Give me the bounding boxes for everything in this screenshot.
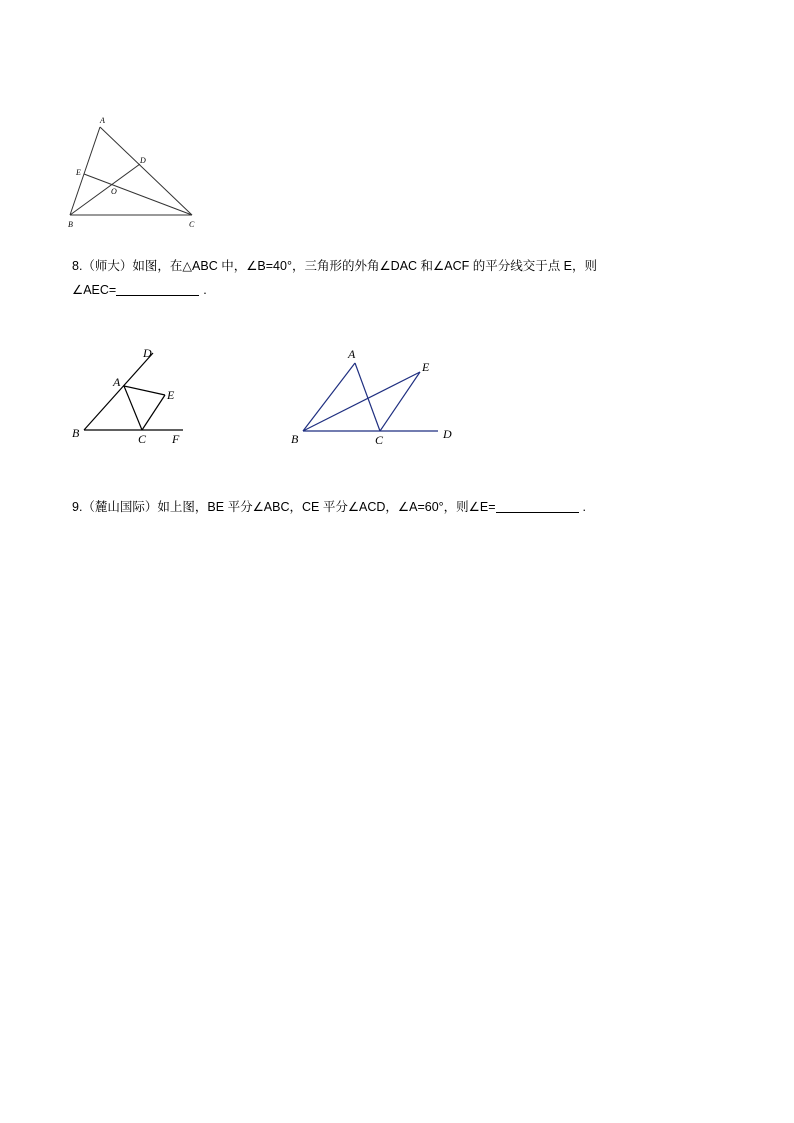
- label-e: E: [76, 168, 81, 177]
- question-8-line-1: 8.（师大）如图，在△ABC 中，∠B=40°，三角形的外角∠DAC 和∠ACF 的平分线交于点 E，则: [72, 259, 598, 273]
- label-o: O: [111, 187, 117, 196]
- label-c: C: [189, 220, 195, 229]
- label-d: D: [443, 427, 452, 441]
- label-f: F: [172, 432, 180, 446]
- label-b: B: [291, 432, 299, 446]
- label-e: E: [422, 360, 430, 374]
- label-c: C: [138, 432, 147, 446]
- question-8-suffix: .: [203, 283, 207, 297]
- label-e: E: [167, 388, 175, 402]
- label-a: A: [348, 347, 356, 361]
- question-9-prefix: 9.（麓山国际）如上图，BE 平分∠ABC，CE 平分∠ACD，∠A=60°，则∠E=: [72, 500, 496, 514]
- answer-blank-9[interactable]: [496, 498, 579, 513]
- figure-triangle-cevians: [60, 110, 210, 235]
- figure-exterior-bisectors: [65, 340, 195, 450]
- label-d: D: [140, 156, 146, 165]
- label-b: B: [68, 220, 73, 229]
- question-8-prefix: ∠AEC=: [72, 283, 117, 297]
- answer-blank-8[interactable]: [116, 281, 199, 296]
- question-9-suffix: .: [582, 500, 586, 514]
- figure-angle-bisectors: [285, 345, 460, 450]
- label-a: A: [113, 375, 121, 389]
- label-c: C: [375, 433, 384, 447]
- label-b: B: [72, 426, 80, 440]
- label-a: A: [100, 116, 105, 125]
- question-8-line-2: [72, 278, 207, 302]
- question-9: [72, 495, 586, 519]
- label-d: D: [143, 346, 152, 360]
